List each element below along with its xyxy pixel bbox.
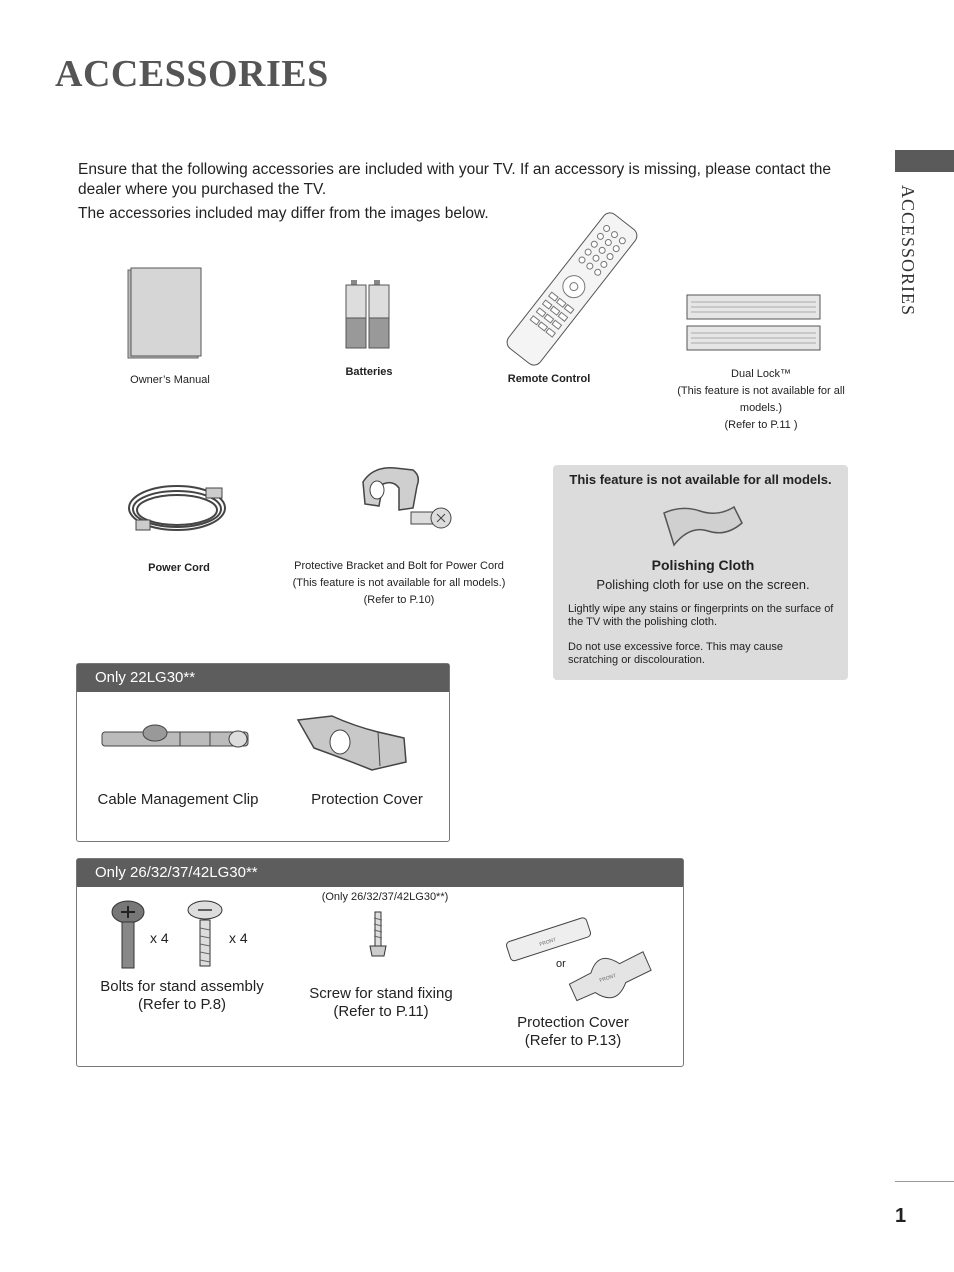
bolts-ref: (Refer to P.8) — [137, 996, 227, 1013]
cloth-illustration — [660, 503, 744, 549]
duallock-ref: (Refer to P.11 ) — [724, 419, 798, 431]
polishing-cloth-name: Polishing Cloth — [651, 557, 755, 573]
remote-illustration — [498, 208, 646, 370]
polishing-cloth-tip-1: Lightly wipe any stains or fingerprints on the surface of the TV with the polishing cloth. — [568, 603, 834, 628]
duallock-illustration — [686, 293, 822, 353]
side-tab-bar — [895, 150, 954, 172]
remote-caption: Remote Control — [507, 373, 591, 385]
protection-cover-caption: Protection Cover — [311, 791, 423, 808]
duallock-note: (This feature is not available for all models.) — [677, 385, 845, 414]
intro-line-1: Ensure that the following accessories are included with your TV. If an accessory is missing, please contact the dealer where you purchased the TV. — [78, 161, 831, 198]
manual-caption: Owner’s Manual — [130, 374, 210, 386]
page-title: ACCESSORIES — [55, 53, 329, 95]
bracket-illustration — [355, 462, 455, 538]
box-26-42lg30-header: Only 26/32/37/42LG30** — [77, 859, 683, 887]
polishing-cloth-heading: This feature is not available for all models. — [569, 472, 832, 487]
protection-cover-illustration — [294, 714, 412, 774]
side-tab-label: ACCESSORIES — [898, 185, 918, 317]
batteries-illustration — [343, 280, 395, 352]
page-number: 1 — [895, 1205, 907, 1227]
bolt-qty-2: x 4 — [229, 930, 248, 946]
protection-cover-alt-illustration — [500, 908, 660, 1012]
bracket-name: Protective Bracket and Bolt for Power Cord — [294, 560, 504, 572]
polishing-cloth-tip-2: Do not use excessive force. This may cause scratching or discolouration. — [568, 641, 784, 666]
bracket-caption — [276, 558, 522, 609]
cable-clip-caption: Cable Management Clip — [97, 791, 259, 808]
fixing-screw-caption — [294, 985, 468, 1021]
intro-line-2: The accessories included may differ from the images below. — [78, 205, 489, 222]
bolts-name: Bolts for stand assembly — [100, 978, 264, 995]
duallock-name: Dual Lock™ — [731, 368, 791, 380]
box-22lg30-header: Only 22LG30** — [77, 664, 449, 692]
cable-clip-illustration — [100, 722, 252, 758]
powercord-illustration — [122, 476, 232, 544]
protection-cover-alt-caption — [492, 1014, 654, 1050]
fixing-screw-name: Screw for stand fixing — [309, 985, 453, 1002]
bolts-caption — [86, 978, 278, 1014]
or-label: or — [556, 958, 566, 970]
duallock-caption — [675, 366, 847, 434]
fixing-screw-illustration — [368, 910, 388, 960]
bolt-qty-1: x 4 — [150, 930, 169, 946]
fixing-screw-ref: (Refer to P.11) — [333, 1003, 429, 1020]
polishing-cloth-desc: Polishing cloth for use on the screen. — [596, 577, 810, 592]
manual-illustration — [125, 266, 203, 361]
stand-screw-illustration — [186, 900, 224, 970]
intro-text — [78, 160, 853, 228]
screw-model-note: (Only 26/32/37/42LG30**) — [321, 891, 449, 903]
front-label-1: FRONT — [538, 936, 558, 948]
stand-bolt-illustration — [110, 900, 146, 970]
batteries-caption: Batteries — [345, 366, 393, 378]
bracket-ref: (Refer to P.10) — [363, 594, 435, 606]
powercord-caption: Power Cord — [148, 562, 210, 574]
protection-cover-alt-name: Protection Cover — [517, 1014, 629, 1031]
front-label-2: FRONT — [598, 972, 618, 984]
page-rule — [895, 1181, 954, 1182]
protection-cover-alt-ref: (Refer to P.13) — [524, 1032, 622, 1049]
bracket-note: (This feature is not available for all models.) — [292, 577, 506, 589]
